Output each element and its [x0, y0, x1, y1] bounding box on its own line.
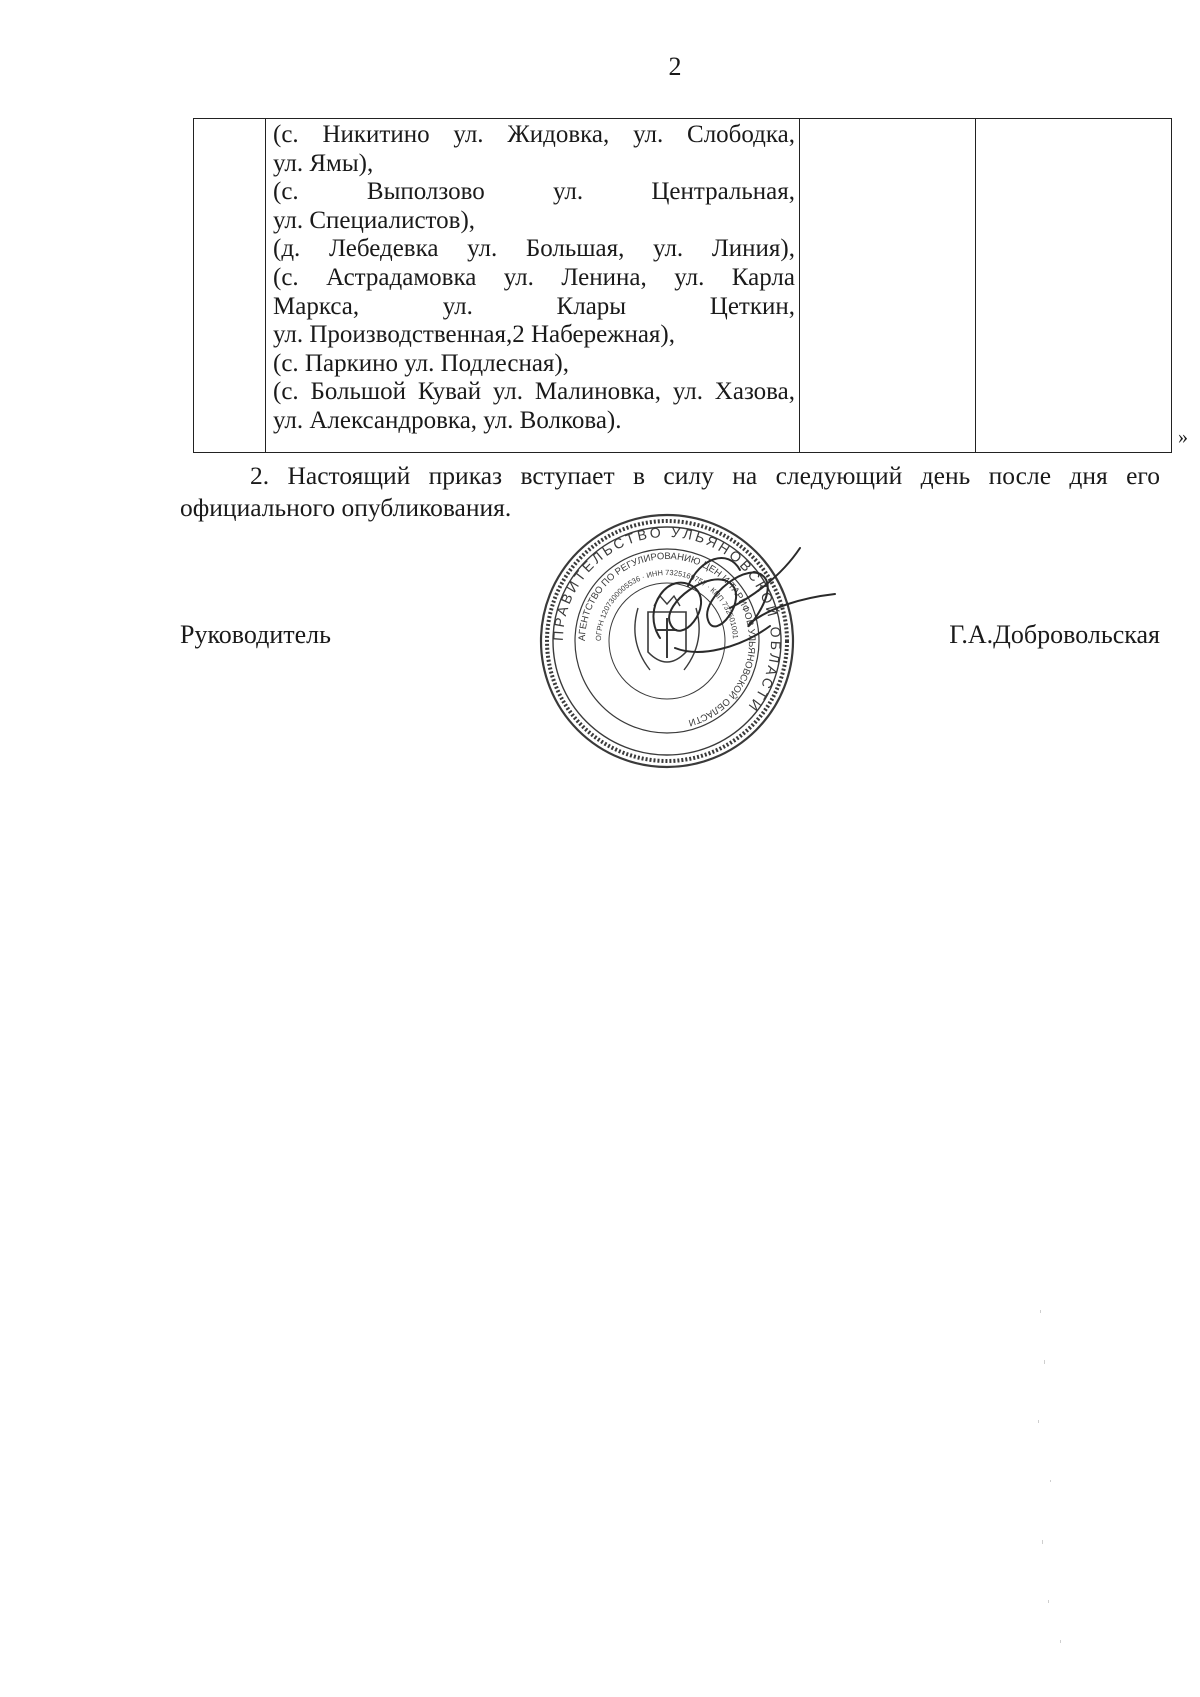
address-line: ул. Ямы), — [273, 149, 374, 177]
address-line: (с. Астрадамовка ул. Ленина, ул. Карла — [273, 263, 795, 291]
scan-noise — [1020, 1300, 1080, 1680]
address-line: (с. Выползово ул. Центральная, — [273, 178, 795, 206]
address-table — [193, 118, 1172, 453]
signatory-role: Руководитель — [180, 620, 331, 649]
table-cell-number — [194, 119, 266, 452]
address-line: ул. Специалистов), — [273, 206, 476, 234]
table-cell-empty — [800, 119, 976, 452]
seal-outer-text: ПРАВИТЕЛЬСТВО УЛЬЯНОВСКОЙ ОБЛАСТИ — [549, 523, 785, 717]
table-cell-addresses — [266, 119, 800, 452]
address-line: (с. Никитино ул. Жидовка, ул. Слободка, — [273, 121, 795, 148]
signatory-name: Г.А.Добровольская — [949, 620, 1160, 649]
address-line: ул. Александровка, ул. Волкова). — [273, 406, 622, 434]
address-line: (д. Лебедевка ул. Большая, ул. Линия), — [273, 235, 795, 263]
address-line: (с. Большой Кувай ул. Малиновка, ул. Хазова, — [273, 378, 795, 406]
handwritten-signature — [600, 528, 840, 698]
seal-inner-text: АГЕНТСТВО ПО РЕГУЛИРОВАНИЮ ЦЕН И ТАРИФОВ УЛЬЯНОВСКОЙ ОБЛАСТИ — [576, 550, 758, 729]
paragraph-effective-date: 2. Настоящий приказ вступает в силу на следующий день после дня его официального опубликования. — [180, 461, 1160, 522]
seal-numbers-text: ОГРН 1207300005536 · ИНН 7325169757 · КПП 732501001 — [593, 567, 740, 642]
table-cell-empty — [976, 119, 1171, 452]
address-line: ул. Производственная,2 Набережная), — [273, 321, 676, 349]
address-line: (с. Паркино ул. Подлесная), — [273, 349, 569, 377]
address-line: Маркса, ул. Клары Цеткин, — [273, 292, 795, 320]
closing-quote: » — [1178, 426, 1188, 448]
page-number: 2 — [668, 52, 682, 81]
